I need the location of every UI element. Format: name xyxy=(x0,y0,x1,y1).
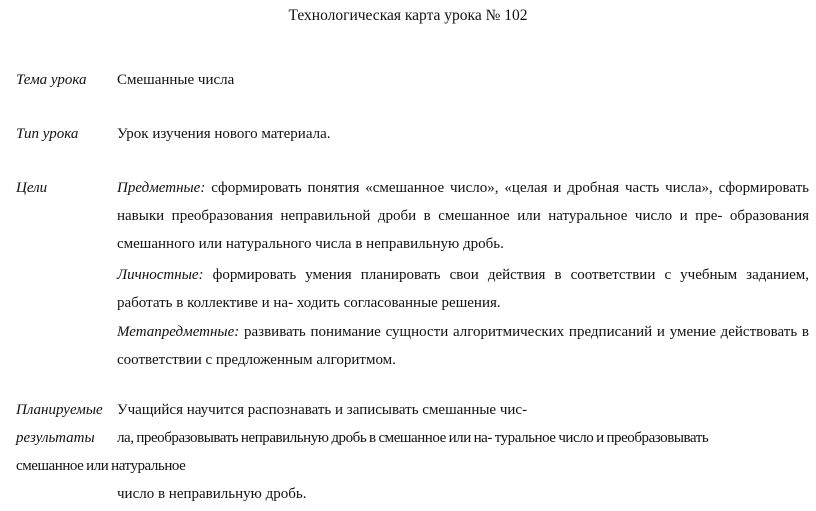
results-line3: смешанное или натуральное xyxy=(16,458,186,474)
results-label-line2: результаты xyxy=(16,430,95,446)
goal-subject xyxy=(117,174,809,258)
goal-personal-label: Личностные: xyxy=(117,267,204,283)
results-label-line1: Планируемые xyxy=(16,402,103,418)
results-line1: Учащийся научится распознавать и записывать смешанные чис- xyxy=(117,402,528,418)
goal-subject-label: Предметные: xyxy=(117,180,206,196)
goal-subject-text: сформировать понятия «смешанное число», «целая и дробная часть числа», сформировать навыки преобразования неправильной дроби в смешанное или натуральное число и пре- образования смешанного или натурального числа в неправильную дробь. xyxy=(117,180,809,252)
results-line4: число в неправильную дробь. xyxy=(117,486,307,502)
topic-label: Тема урока xyxy=(16,72,87,88)
goal-meta-label: Метапредметные: xyxy=(117,324,240,340)
goal-meta-text: развивать понимание сущности алгоритмических предписаний и умение действовать в соответствии с предложенным алгоритмом. xyxy=(117,324,810,368)
goal-meta xyxy=(117,318,809,374)
results-line2: ла, преобразовывать неправильную дробь в смешанное или на- туральное число и преобразовывать xyxy=(117,430,709,446)
page-title: Технологическая карта урока № 102 xyxy=(288,7,528,24)
lesson-type-label: Тип урока xyxy=(16,126,79,142)
lesson-type-value: Урок изучения нового материала. xyxy=(117,126,331,142)
goal-personal-text: формировать умения планировать свои действия в соответствии с учебным заданием, работать в коллективе и на- ходить согласованные решения. xyxy=(117,267,810,311)
topic-value: Смешанные числа xyxy=(117,72,235,88)
goals-label: Цели xyxy=(16,180,48,196)
goal-personal xyxy=(117,261,809,317)
